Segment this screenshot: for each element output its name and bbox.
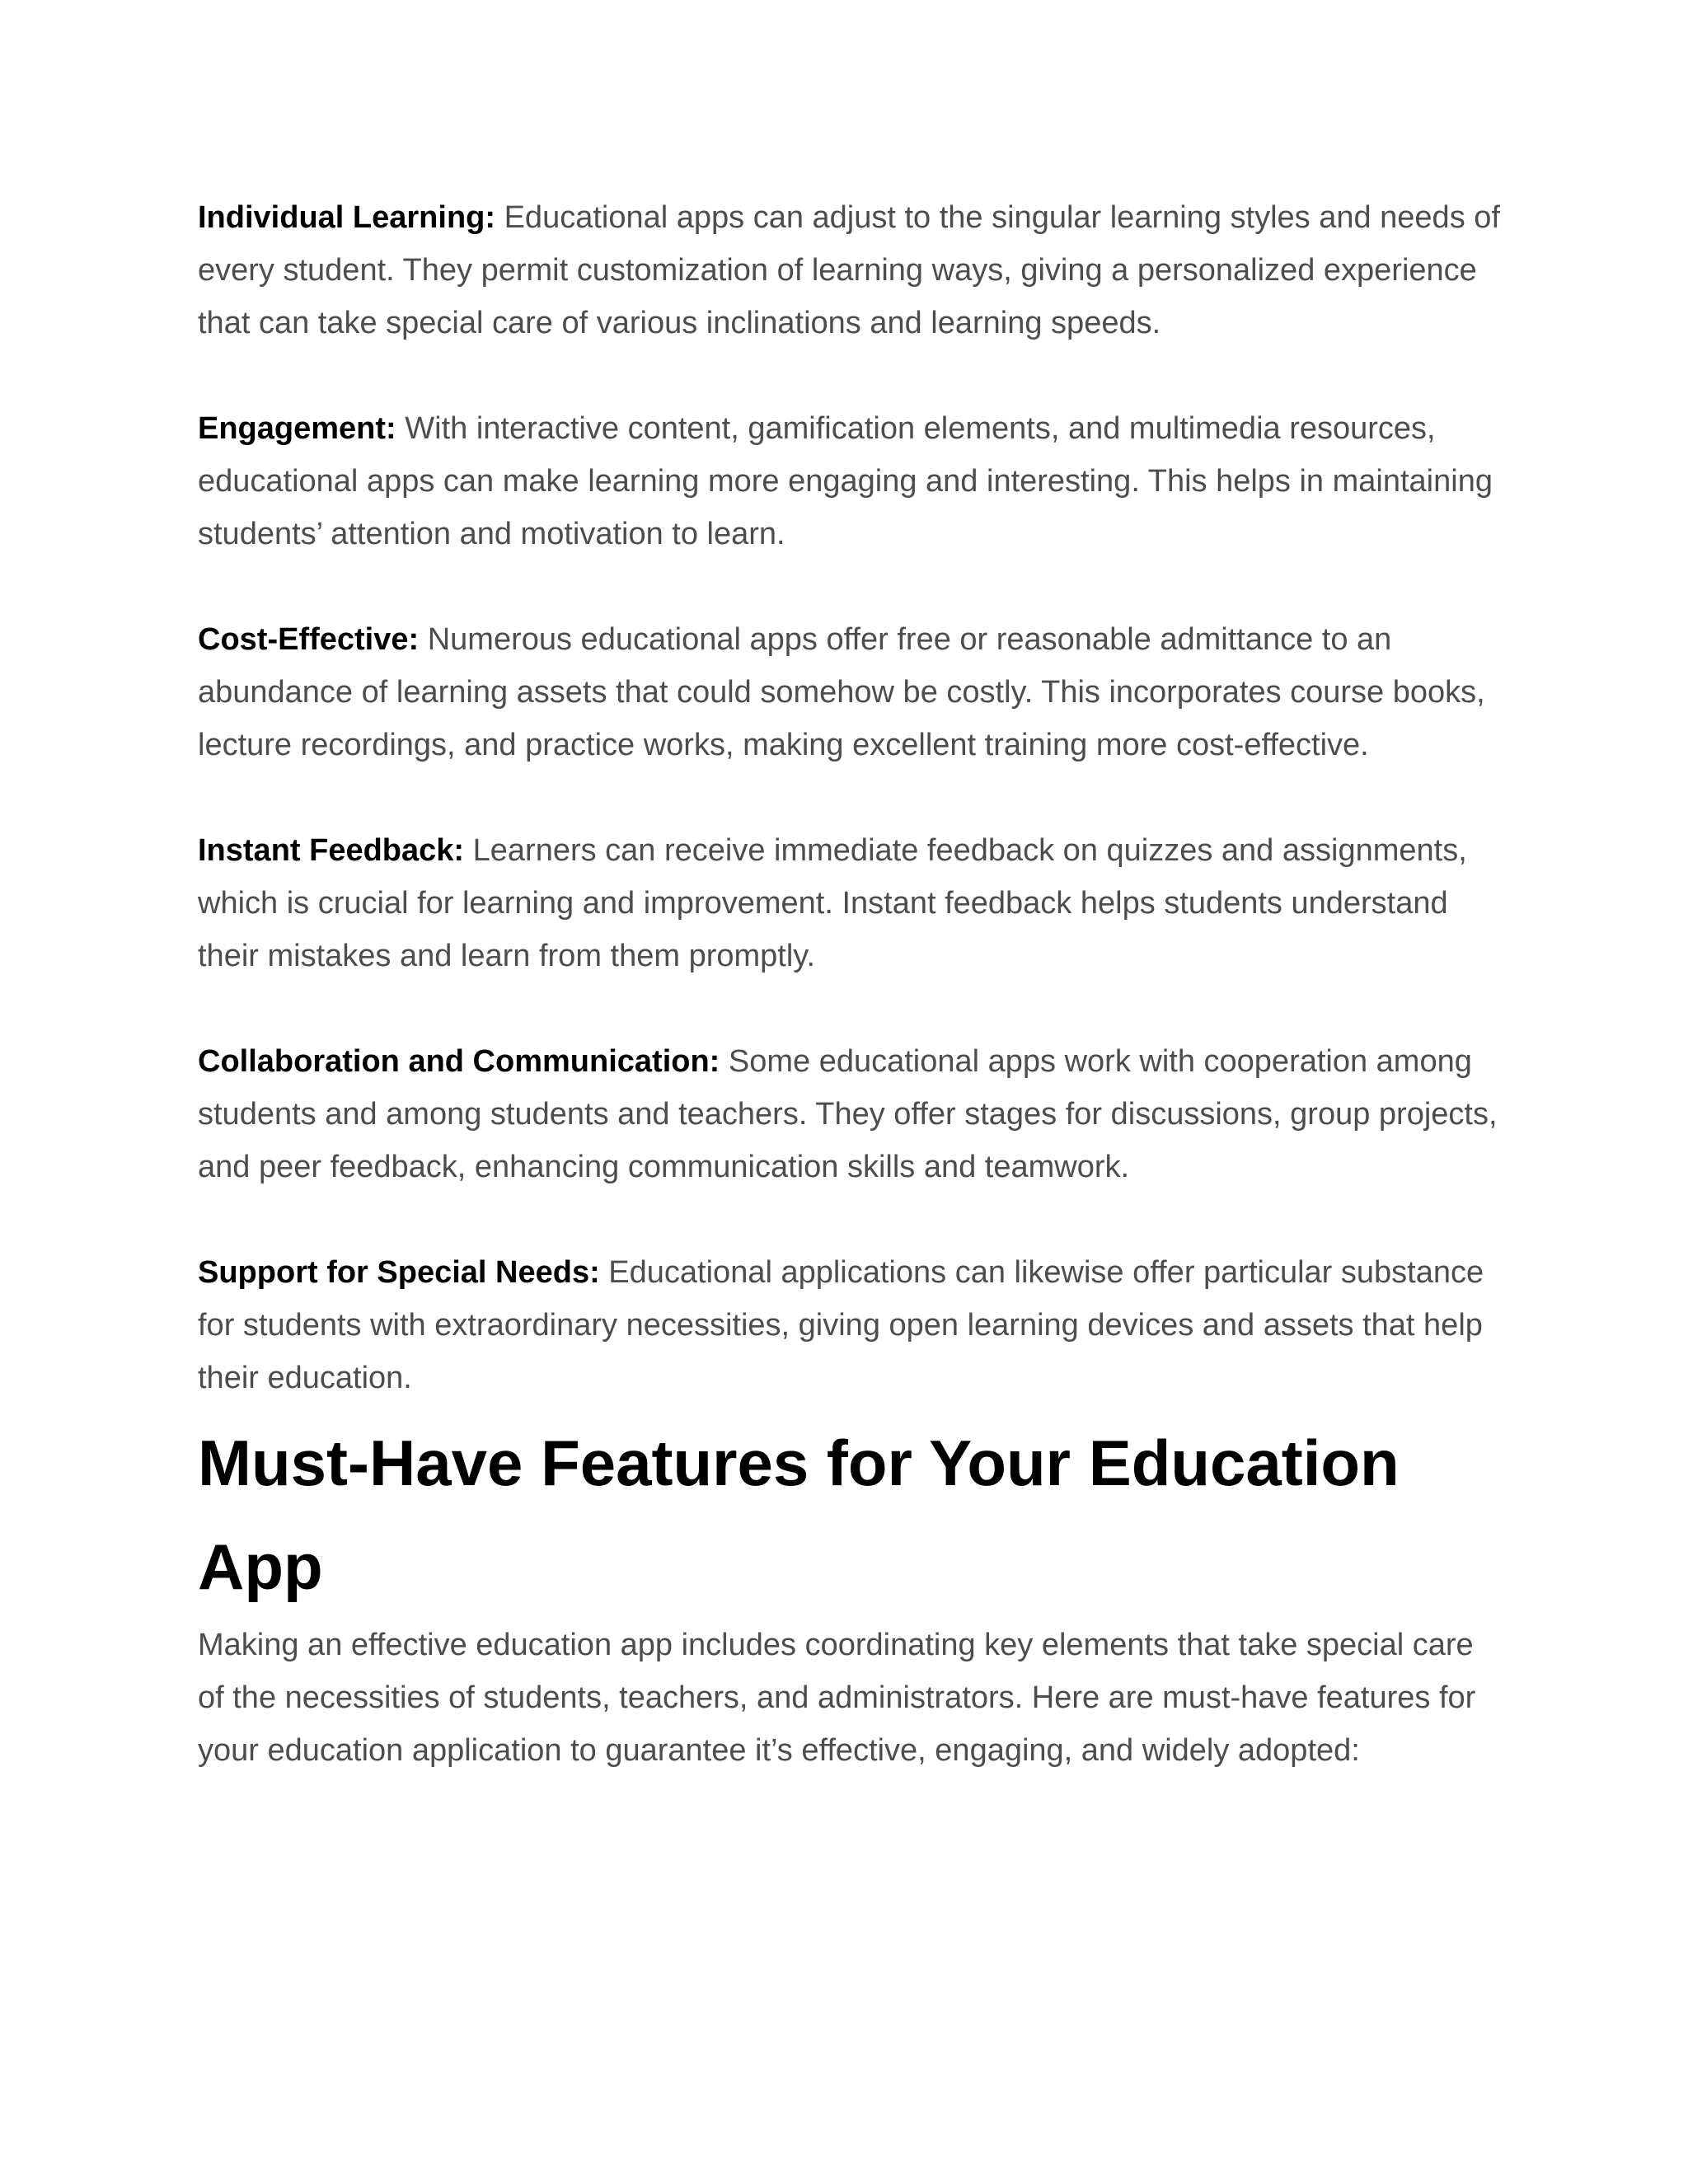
benefit-text: Educational apps can adjust to the singular learning styles and needs of every student. They permit customization of learning ways, giving a personalized experience that can take special care of various inclinations and learning speeds.	[198, 200, 1500, 340]
section-heading: Must-Have Features for Your Education App	[198, 1427, 1400, 1603]
benefit-text: With interactive content, gamification elements, and multimedia resources, educational apps can make learning more engaging and interesting. This helps in maintaining students’ attention and motivation to learn.	[198, 411, 1493, 551]
benefit-special-needs	[198, 1246, 1500, 1404]
benefit-cost-effective	[198, 613, 1500, 771]
benefit-text: Numerous educational apps offer free or reasonable admittance to an abundance of learning assets that could somehow be costly. This incorporates course books, lecture recordings, and practice works, making excellent training more cost-effective.	[198, 622, 1485, 762]
benefit-collaboration	[198, 1035, 1500, 1193]
benefit-term: Engagement:	[198, 411, 396, 446]
benefit-individual-learning	[198, 191, 1500, 349]
benefit-term: Collaboration and Communication:	[198, 1044, 720, 1079]
benefit-engagement	[198, 402, 1500, 560]
benefit-term: Support for Special Needs:	[198, 1255, 600, 1290]
document-page	[198, 191, 1500, 1777]
benefit-text: Learners can receive immediate feedback on quizzes and assignments, which is crucial for learning and improvement. Instant feedback helps students understand their mistakes and learn from them promptly.	[198, 833, 1467, 973]
benefit-text: Some educational apps work with cooperation among students and among students and teachers. They offer stages for discussions, group projects, and peer feedback, enhancing communication skills and teamwork.	[198, 1044, 1498, 1184]
benefit-term: Cost-Effective:	[198, 622, 420, 657]
section-intro: Making an effective education app includes coordinating key elements that take special care of the necessities of students, teachers, and administrators. Here are must-have features for your education application to guarantee it’s effective, engaging, and widely adopted:	[198, 1628, 1476, 1768]
benefit-instant-feedback	[198, 824, 1500, 982]
benefit-term: Individual Learning:	[198, 200, 496, 235]
benefit-term: Instant Feedback:	[198, 833, 465, 868]
benefit-text: Educational applications can likewise offer particular substance for students with extraordinary necessities, giving open learning devices and assets that help their education.	[198, 1255, 1484, 1395]
